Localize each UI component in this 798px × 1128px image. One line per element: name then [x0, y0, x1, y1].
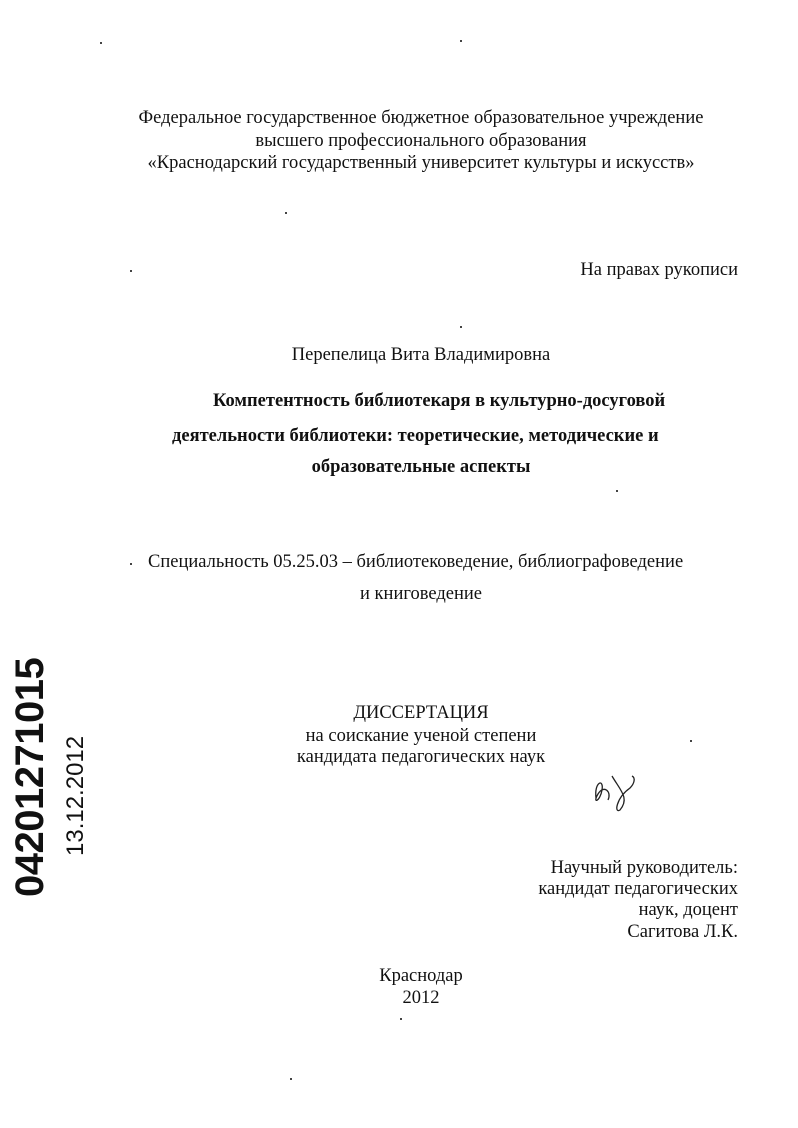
- scan-speck: [290, 1078, 292, 1080]
- manuscript-note: На правах рукописи: [580, 260, 738, 280]
- dissertation-line-2: кандидата педагогических наук: [296, 747, 546, 767]
- title-line-3: образовательные аспекты: [311, 457, 531, 477]
- institution-line-2: высшего профессионального образования: [255, 131, 587, 151]
- scan-speck: [100, 42, 102, 44]
- stamp-number: 04201271015: [8, 657, 52, 897]
- institution-line-3: «Краснодарский государственный университет культуры и искусств»: [147, 153, 695, 173]
- scan-speck: [690, 740, 692, 742]
- supervisor-degree: кандидат педагогических: [538, 879, 738, 899]
- scan-speck: [460, 326, 462, 328]
- scan-speck: [400, 1018, 402, 1020]
- scan-speck: [130, 270, 132, 272]
- institution-line-1: Федеральное государственное бюджетное образовательное учреждение: [138, 108, 704, 128]
- specialty-line-2: и книговедение: [360, 584, 482, 604]
- supervisor-label: Научный руководитель:: [550, 858, 738, 878]
- author-name: Перепелица Вита Владимировна: [291, 345, 551, 365]
- scan-speck: [460, 40, 462, 42]
- scan-speck: [285, 212, 287, 214]
- stamp-date: 13.12.2012: [62, 735, 89, 856]
- dissertation-heading: ДИССЕРТАЦИЯ: [353, 703, 489, 723]
- city: Краснодар: [379, 966, 463, 986]
- dissertation-line-1: на соискание ученой степени: [305, 726, 537, 746]
- title-line-1: Компетентность библиотекаря в культурно-досуговой: [213, 391, 666, 411]
- supervisor-title: наук, доцент: [638, 900, 738, 920]
- signature-icon: [590, 768, 640, 816]
- specialty-line-1: Специальность 05.25.03 – библиотековедение, библиографоведение: [148, 552, 684, 572]
- supervisor-name: Сагитова Л.К.: [627, 922, 738, 942]
- scan-speck: [130, 563, 132, 565]
- scan-speck: [616, 490, 618, 492]
- title-line-2: деятельности библиотеки: теоретические, методические и: [172, 426, 659, 446]
- year: 2012: [402, 988, 440, 1008]
